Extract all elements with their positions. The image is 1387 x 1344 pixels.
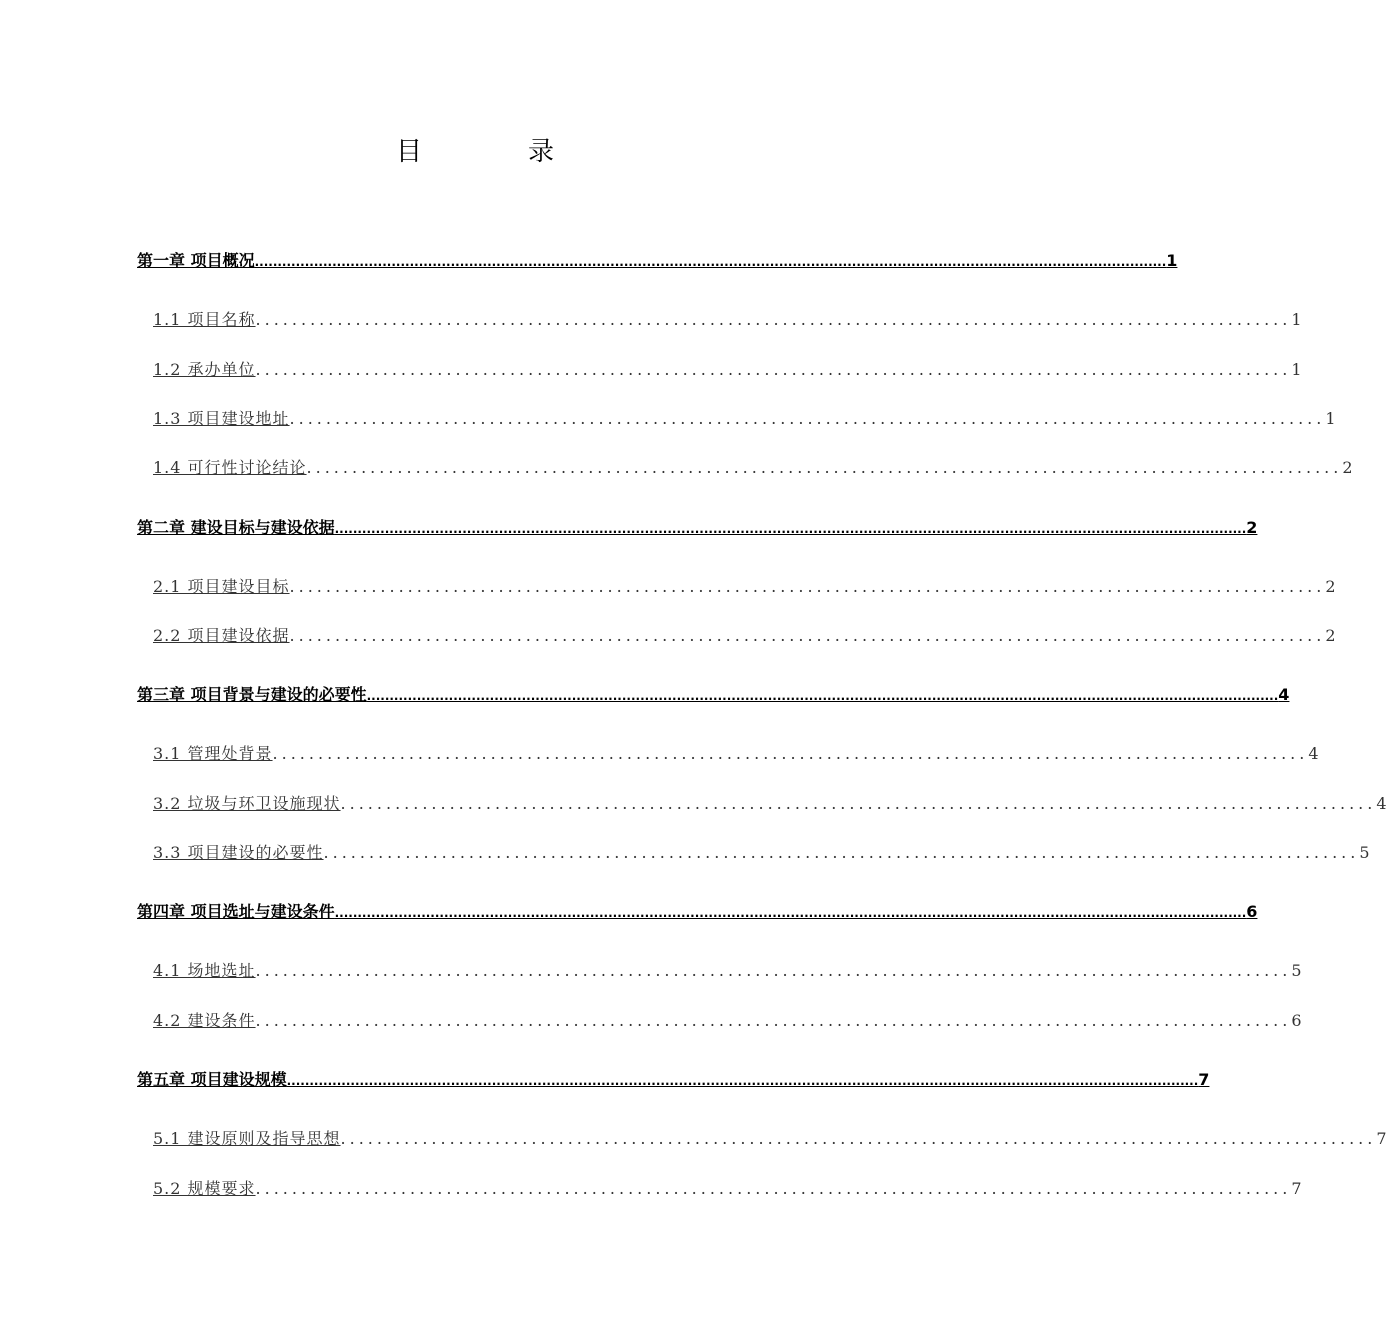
toc-section-1-4[interactable] [153,456,1353,480]
toc-leader-dots: .................................................................................................................. [289,577,1326,596]
toc-chapter-3[interactable] [137,683,1290,707]
toc-leader-dots: .................................................................................................................. [306,458,1343,477]
toc-entry-label: 1.1 项目名称 [153,310,256,329]
toc-entry-label: 5.2 规模要求 [153,1179,256,1198]
toc-page-number: 4 [1278,685,1290,704]
toc-entry-label: 2.1 项目建设目标 [153,577,290,596]
toc-leader-dots: .................................................................................................................. [289,626,1326,645]
toc-section-1-2[interactable] [153,358,1302,382]
toc-entry-label: 第五章 项目建设规模 [137,1070,287,1089]
toc-section-4-1[interactable] [153,959,1302,983]
toc-page-number: 4 [1376,794,1387,813]
toc-leader-dots: ........................................................................................................................................................................................................ [366,689,1279,703]
toc-page-number: 7 [1198,1070,1210,1089]
toc-chapter-1[interactable] [137,249,1178,273]
toc-leader-dots: .................................................................................................................. [272,744,1309,763]
toc-section-2-2[interactable] [153,624,1336,648]
toc-chapter-4[interactable] [137,900,1258,924]
toc-leader-dots: .................................................................................................................. [289,409,1326,428]
toc-title: 目 录 [395,137,594,167]
toc-leader-dots: .................................................................................................................. [255,961,1292,980]
toc-page-number: 5 [1291,961,1302,980]
toc-entry-label: 3.1 管理处背景 [153,744,273,763]
toc-page-number: 2 [1342,458,1353,477]
toc-page-number: 4 [1308,744,1319,763]
toc-section-3-2[interactable] [153,792,1387,816]
toc-page-number: 2 [1325,577,1336,596]
toc-page-number: 2 [1325,626,1336,645]
toc-entry-label: 2.2 项目建设依据 [153,626,290,645]
toc-page-number: 1 [1325,409,1336,428]
toc-leader-dots: ........................................................................................................................................................................................................ [334,906,1247,920]
toc-section-3-1[interactable] [153,742,1319,766]
toc-entry-label: 1.4 可行性讨论结论 [153,458,307,477]
toc-page-number: 1 [1291,360,1302,379]
toc-leader-dots: ........................................................................................................................................................................................................ [334,522,1247,536]
toc-page-number: 1 [1166,251,1178,270]
toc-section-2-1[interactable] [153,575,1336,599]
toc-section-1-3[interactable] [153,407,1336,431]
toc-entry-label: 1.2 承办单位 [153,360,256,379]
toc-entry-label: 4.1 场地选址 [153,961,256,980]
toc-entry-label: 第一章 项目概况 [137,251,255,270]
toc-entry-label: 第四章 项目选址与建设条件 [137,902,335,921]
toc-page-number: 1 [1291,310,1302,329]
toc-leader-dots: .................................................................................................................. [255,360,1292,379]
toc-entry-label: 1.3 项目建设地址 [153,409,290,428]
toc-entry-label: 3.3 项目建设的必要性 [153,843,324,862]
toc-leader-dots: .................................................................................................................. [340,1129,1377,1148]
toc-entry-label: 5.1 建设原则及指导思想 [153,1129,341,1148]
toc-entry-label: 第三章 项目背景与建设的必要性 [137,685,367,704]
toc-entry-label: 4.2 建设条件 [153,1011,256,1030]
toc-page-number: 2 [1246,518,1258,537]
toc-section-1-1[interactable] [153,308,1302,332]
toc-section-3-3[interactable] [153,841,1370,865]
toc-entry-label: 第二章 建设目标与建设依据 [137,518,335,537]
toc-page-number: 7 [1291,1179,1302,1198]
toc-page-number: 7 [1376,1129,1387,1148]
toc-page-number: 6 [1246,902,1258,921]
toc-chapter-2[interactable] [137,516,1258,540]
toc-leader-dots: .................................................................................................................. [255,1011,1292,1030]
toc-leader-dots: .................................................................................................................. [323,843,1360,862]
toc-leader-dots: .................................................................................................................. [255,310,1292,329]
toc-section-4-2[interactable] [153,1009,1302,1033]
toc-page-number: 6 [1291,1011,1302,1030]
toc-section-5-1[interactable] [153,1127,1387,1151]
toc-chapter-5[interactable] [137,1068,1210,1092]
toc-section-5-2[interactable] [153,1177,1302,1201]
toc-leader-dots: ........................................................................................................................................................................................................ [286,1074,1199,1088]
toc-page-number: 5 [1359,843,1370,862]
toc-leader-dots: ........................................................................................................................................................................................................ [254,255,1167,269]
toc-leader-dots: .................................................................................................................. [340,794,1377,813]
toc-entry-label: 3.2 垃圾与环卫设施现状 [153,794,341,813]
toc-leader-dots: .................................................................................................................. [255,1179,1292,1198]
